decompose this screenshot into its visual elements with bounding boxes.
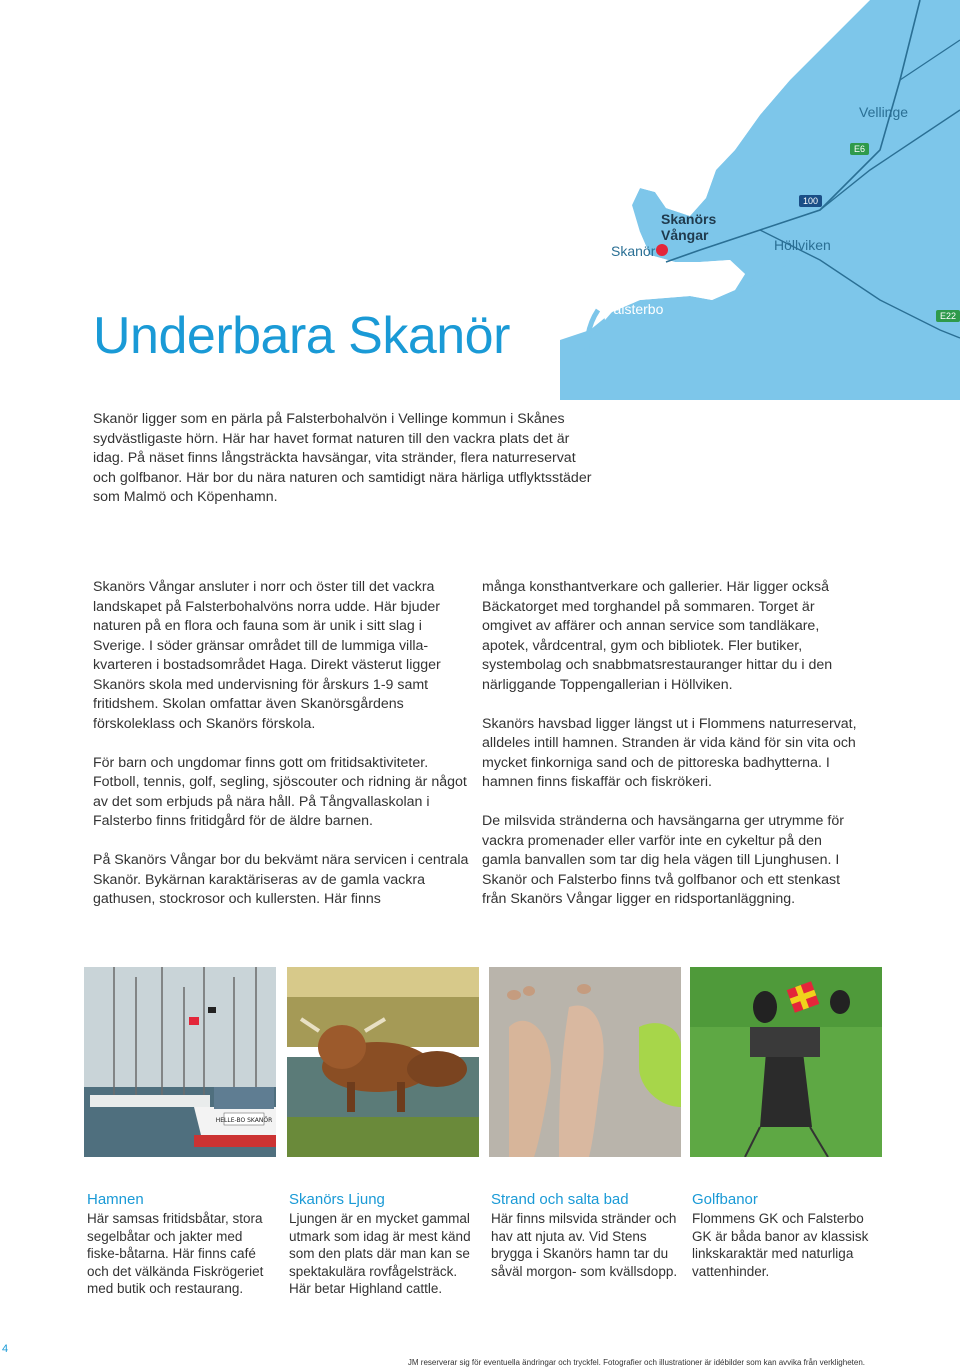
photo-harbor xyxy=(84,967,276,1157)
body-paragraph: För barn och ungdomar finns gott om fritidsaktiviteter. Fotboll, tennis, golf, segling, sjöscouter och ridning är något av det som erbjuds på nära håll. På Tångvallaskolan i Falsterbo finns fritidgård för de äldre barnen. xyxy=(93,754,467,829)
caption-title: Hamnen xyxy=(87,1191,144,1208)
page-title: Underbara Skanör xyxy=(93,307,510,365)
body-paragraph: många konsthantverkare och gallerier. Här ligger också Bäckatorget med torghandel på sommaren. Torget är omgivet av affärer och annan service som tandläkare, apotek, vårdcentral, gym och bibliotek. Fler butiker, systembolag och snabbmatsrestauranger hittar du i den närliggande Toppengallerian i Höllviken. xyxy=(482,579,833,693)
caption-text: Ljungen är en mycket gammal utmark som idag är mest känd som den plats där man kan se spektakulära rovfågelsträck. Här betar Highland cattle. xyxy=(289,1211,471,1296)
intro-paragraph xyxy=(93,410,593,508)
boat-name-label: HELLE-BO SKANÖR xyxy=(215,1117,273,1124)
body-paragraph: Skanörs Vångar ansluter i norr och öster till det vackra landskapet på Falsterbohalvöns norra udde. Här bjuder naturen på en flora och fauna som är unik i sitt slag i Sverige. I söder gränsar området till de lummiga villa-kvarteren i bostadsområdet Haga. Direkt västerut ligger Skanörs skola med undervisning för årskurs 1-9 samt fritidshem. Skolan omfattar även Skanörsgårdens förskoleklass och Skanörs förskola. xyxy=(93,579,441,732)
caption-skanors-ljung xyxy=(289,1191,479,1298)
caption-golfbanor xyxy=(692,1191,882,1280)
road-badge-100: 100 xyxy=(799,195,822,207)
skanors-vangar-marker xyxy=(656,244,668,256)
photo-beach-feet xyxy=(489,967,681,1157)
intro-text-continued: Här bor du nära naturen och samtidigt nära härliga utflyktsstäder som Malmö och Köpenhamn. xyxy=(93,469,592,505)
body-paragraph: De milsvida stränderna och havsängarna ger utrymme för vackra promenader eller varför inte en cykeltur på den gamla banvallen som tar dig hela vägen till Ljunghusen. I Skanör och Falsterbo finns två golfbanor och ett stenkast från Skanörs Vångar ligger en ridsportanläggning. xyxy=(482,813,844,907)
road-badge-e22: E22 xyxy=(936,310,960,322)
caption-text: Här finns milsvida stränder och hav att njuta av. Vid Stens brygga i Skanörs hamn tar du såväl morgon- som kvällsdopp. xyxy=(491,1211,678,1279)
map-label-skanor: Skanör xyxy=(611,243,656,259)
footer-disclaimer: JM reserverar sig för eventuella ändringar och tryckfel. Fotografier och illustrationer är idébilder som kan avvika från verkligheten. xyxy=(407,1358,865,1367)
caption-title: Golfbanor xyxy=(692,1191,758,1208)
road-badge-e6: E6 xyxy=(850,143,869,155)
body-column-left xyxy=(93,578,473,929)
caption-text: Här samsas fritidsbåtar, stora segelbåtar och jakter med fiske-båtarna. Här finns café och det välkända Fiskrögeriet med butik och restaurang. xyxy=(87,1211,264,1296)
body-column-right xyxy=(482,578,862,929)
caption-strand xyxy=(491,1191,681,1280)
map-label-vellinge: Vellinge xyxy=(859,104,909,120)
caption-hamnen xyxy=(87,1191,277,1298)
caption-text: Flommens GK och Falsterbo GK är båda banor av klassisk linkskaraktär med naturliga vattenhinder. xyxy=(692,1211,869,1279)
intro-text: Skanör ligger som en pärla på Falsterbohalvön i Vellinge kommun i Skånes sydvästligaste hörn. Här har havet format naturen till den vackra plats det är idag. På näset finns långsträckta havsängar, vita stränder, flera naturreservat och golfbanor. xyxy=(93,411,576,486)
map-label-falsterbo: Falsterbo xyxy=(605,301,664,317)
map-label-hollviken: Höllviken xyxy=(774,237,831,253)
caption-title: Skanörs Ljung xyxy=(289,1191,385,1208)
caption-title: Strand och salta bad xyxy=(491,1191,629,1208)
page-number: 4 xyxy=(2,1343,9,1355)
map-label-skanors-vangar-line1: Skanörs xyxy=(661,211,717,227)
body-paragraph: Skanörs havsbad ligger längst ut i Flommens naturreservat, alldeles intill hamnen. Stranden är vida känd för sin vita och mycket finkorniga sand och de pittoreska badhytterna. I hamnen finns fiskaffär och fiskrökeri. xyxy=(482,715,857,790)
body-paragraph: På Skanörs Vångar bor du bekvämt nära servicen i centrala Skanör. Bykärnan karaktäriseras av de gamla vackra gathusen, stockrosor och kullersten. Här finns xyxy=(93,852,469,907)
photo-highland-cattle xyxy=(287,967,479,1157)
photo-golf-bag xyxy=(690,967,882,1157)
map-label-skanors-vangar-line2: Vångar xyxy=(661,227,709,243)
map-label-skanors-vangar xyxy=(661,211,716,243)
